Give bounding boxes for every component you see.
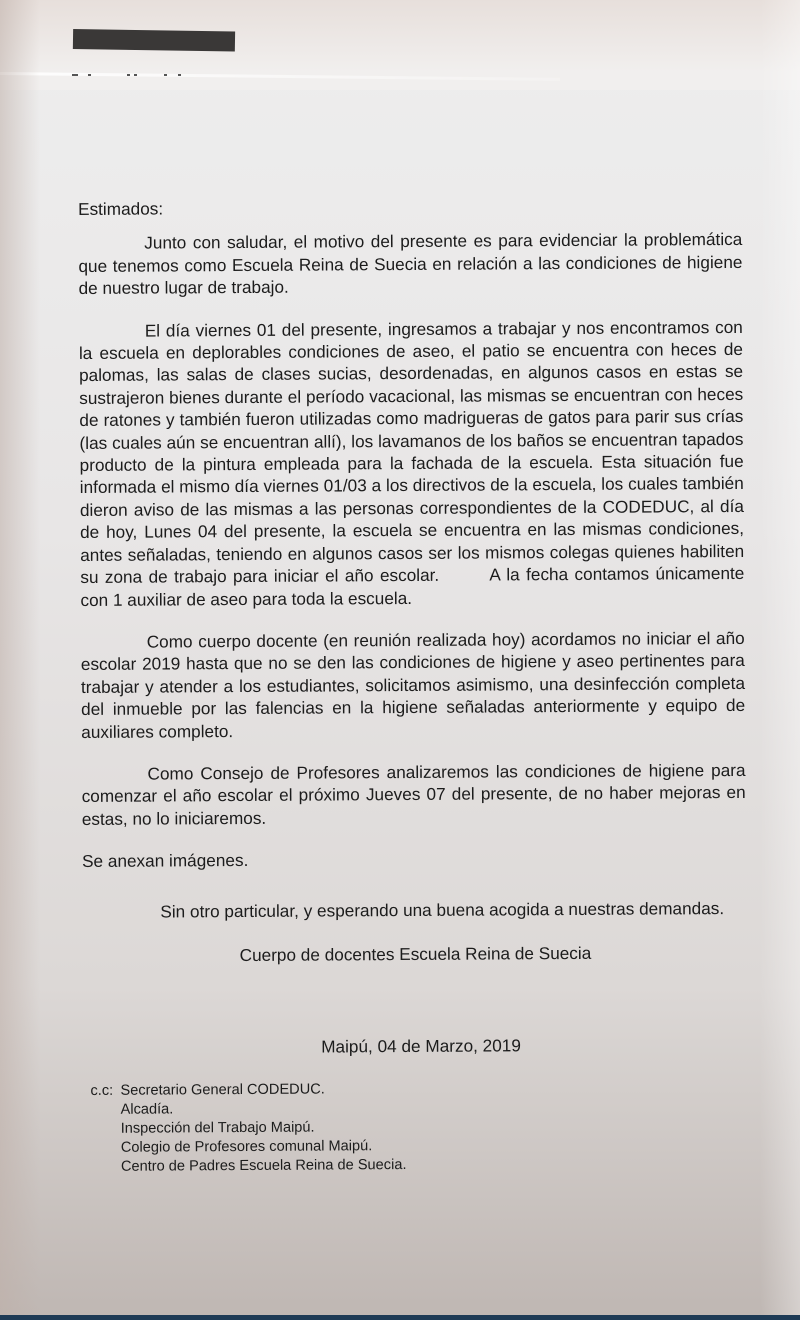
cc-recipient: Centro de Padres Escuela Reina de Suecia. [120,1156,407,1175]
page-highlight-right [760,0,800,1315]
cropped-text-fragments [72,74,192,78]
cc-recipient: Inspección del Trabajo Maipú. [120,1119,315,1137]
place-and-date: Maipú, 04 de Marzo, 2019 [321,1035,521,1057]
cc-recipient: Alcadía. [120,1101,174,1118]
page-shadow-left [0,0,40,1315]
paragraph-agreement: Como cuerpo docente (en reunión realizada hoy) acordamos no iniciar el año escolar 2019 hasta que no se den las condiciones de higiene y aseo pertinentes para trabajar y atender a los estudiantes, solicitamos asimismo, una desinfección completa del inmueble por las falencias en la higiene señaladas anteriormente y equipo de auxiliares completo. [80,627,746,742]
salutation: Estimados: [78,198,164,219]
signature: Cuerpo de docentes Escuela Reina de Suecia [239,942,592,965]
closing-line: Sin otro particular, y esperando una buena acogida a nuestras demandas. [160,897,725,922]
paragraph-conditions: El día viernes 01 del presente, ingresamos a trabajar y nos encontramos con la escuela en deplorables condiciones de aseo, el patio se encuentra con heces de palomas, las salas de clases sucias, desordenadas, en algunos casos en estas se sustrajeron bienes durante el período vacacional, las mismas se encuentran con heces de ratones y también fueron utilizadas como madrigueras de gatos para parir sus crías (las cuales aún se encuentran allí), los lavamanos de los baños se encuentran tapados producto de la pintura empleada para la fachada de la escuela. Esta situación fue informada el mismo día viernes 01/03 a los directivos de la escuela, los cuales también dieron aviso de las mismas a las personas correspondientes de la CODEDUC, al día de hoy, Lunes 04 del presente, la escuela se encuentra en las mismas condiciones, antes señaladas, teniendo en algunos casos ser los mismos colegas quienes habiliten su zona de trabajo para iniciar el año escolar. A la fecha contamos únicamente con 1 auxiliar de aseo para toda la escuela. [78,316,750,610]
letter-body [78,194,748,1177]
paragraph-council: Como Consejo de Profesores analizaremos las condiciones de higiene para comenzar el año escolar el próximo Jueves 07 del presente, de no haber mejoras en estas, no lo iniciaremos. [81,759,746,829]
redaction-bar [73,29,235,52]
cc-recipient: Colegio de Profesores comunal Maipú. [120,1138,373,1156]
paragraph-intro: Junto con saludar, el motivo del presente es para evidenciar la problemática que tenemos como Escuela Reina de Suecia en relación a las condiciones de higiene de nuestro lugar de trabajo. [78,229,743,299]
annex-note: Se anexan imágenes. [81,850,249,872]
cc-label: c.c: [90,1082,114,1099]
cc-recipient-list [120,1080,406,1177]
carbon-copy-block [90,1078,748,1177]
cc-recipient: Secretario General CODEDUC. [120,1081,325,1099]
